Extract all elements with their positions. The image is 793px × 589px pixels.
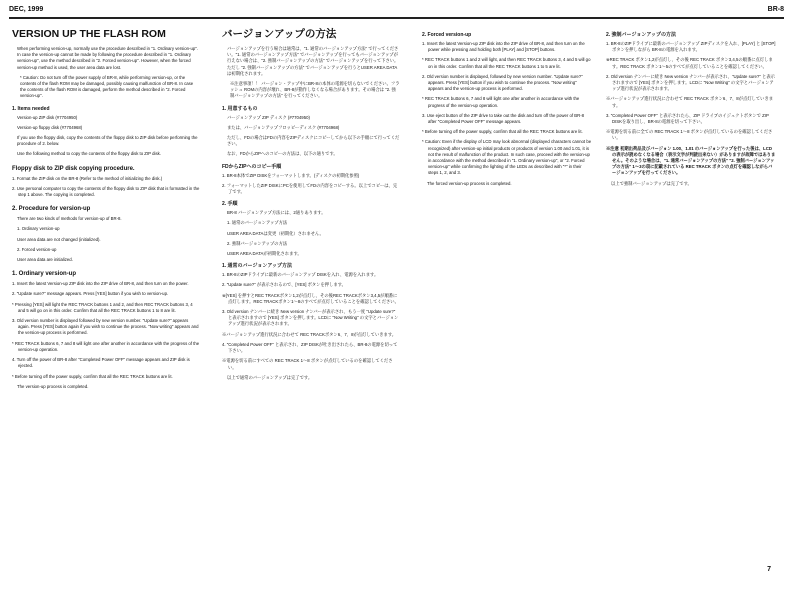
list-item: ※バージョンアップ進行状況に合わせて REC TRACKボタン6、7、8が点灯していきます。 bbox=[222, 331, 397, 337]
list-item: 2. 強制バージョンアップの方法 bbox=[227, 240, 288, 246]
list-item: * REC TRACK buttons 6, 7 and 8 will light one after another in accordance with the progress of the version-up operation. bbox=[422, 96, 580, 108]
caution-text: * Caution: Do not turn off the power supply of BR-8, while performing version-up, or the contents of the flash ROM may be damaged, possibly causing malfunction of BR-8. In case the contents of the flash ROM is damaged, perform the method described in "2. Forced version-up". bbox=[20, 74, 194, 99]
list-item: USER AREA DATAが初期化されます。 bbox=[227, 251, 302, 257]
list-item: USER AREA DATAは変更（初期化）されません。 bbox=[227, 230, 324, 236]
list-item: ※電源を切る前に全ての REC TRACK 1～8 ボタンが点灯しているのを確認してください。 bbox=[606, 129, 773, 141]
list-item: 1. Ordinary version-up bbox=[17, 226, 60, 232]
list-item: * REC TRACK buttons 1 and 2 will light, and then REC TRACK buttons 3, 4 and 5 will go on in this order. Confirm that all the REC TRACK buttons 1 to 5 are lit. bbox=[422, 57, 591, 69]
list-item: 1. Format the ZIP disk on the BR-8 (Refer to the method of initializing the disk.) bbox=[12, 175, 163, 181]
list-item: Use the following method to copy the contents of the floppy disk to ZIP disk. bbox=[17, 151, 161, 157]
page-number: 7 bbox=[767, 566, 771, 573]
list-item: 1. BR-8のZIPドライブに最新のバージョンアップ DISKを入れ、電源を入れます。 bbox=[222, 272, 379, 278]
list-item: Version-up ZIP disk (#7704950) bbox=[17, 114, 78, 120]
list-item: 2. フォーマットしたZIP DISKにPCを使用してFDの内容をコピーする。以上でコピーは、完了です。 bbox=[222, 182, 398, 195]
list-item: * Before turning off the power supply, confirm that all the REC TRACK buttons are lit. bbox=[422, 129, 583, 135]
list-item: ※[YES] を押すとREC TRACKボタン1,2が点灯し、その後REC TRACKボタン3,4,5が順番に点灯します。REC TRACKボタン1～8のすべてが点灯していることを確認してください。 bbox=[222, 292, 399, 304]
header-date: DEC, 1999 bbox=[9, 6, 44, 13]
list-item: 1. BR-8のZIPドライブに最新のバージョンアップ ZIPディスクを入れ、[PLAY] と [STOP] ボタンを押しながら BR-8の電源を入れます。 bbox=[606, 41, 776, 53]
fd-copy-heading: FDからZIPへのコピー手順 bbox=[222, 163, 282, 170]
caution-text: ※注意 初期出荷品及びバージョン 1.00、1.01 のバージョンアップを行った後は、LCD の表示が読めなくなる場合（表示文字が判読出来ない）がありますが故障ではありません。そのような場合は、"1. 通常バージョンアップの方法" "2. 強制バージョンアップの方法" 1～3の項に記載されている REC TRACK ボタンの点灯を確認しながらバージョンアップを行ってください。 bbox=[606, 145, 776, 176]
list-item: * REC TRACK buttons 6, 7 and 8 will light one after another in accordance with the progress of the version-up operation. bbox=[12, 340, 200, 352]
list-item: 1. Insert the latest Version-up ZIP disk into the ZIP drive of BR-8, and then turn on the power. bbox=[12, 281, 189, 287]
ordinary-heading: 1. 通常のバージョンアップ方法 bbox=[222, 263, 293, 270]
list-item: User area data are initialized. bbox=[17, 257, 73, 263]
list-item: 3. Use eject button of the ZIP drive to take out the disk and turn off the power of BR-8 after "Completed Power OFF" message appears. bbox=[422, 112, 585, 125]
list-item: ※REC TRACK ボタン1,2が点灯し、その後 REC TRACK ボタン3,4,5の順番に点灯します。REC TRACK ボタン1～5のすべてが点灯していることを確認してください。 bbox=[606, 57, 773, 69]
procedure-heading: 2. 手順 bbox=[222, 201, 238, 208]
completion-text: The version-up process is completed. bbox=[17, 383, 89, 389]
column-english-forced bbox=[422, 26, 592, 191]
forced-heading-jp: 2. 強制バージョンアップの方法 bbox=[606, 32, 677, 38]
list-item: If you use the floppy disk, copy the contents of the floppy disk to ZIP disk before performing the procedure of 2. below. bbox=[17, 135, 198, 147]
list-item: 2. "Update sure?" が表示されるので、[YES] ボタンを押します。 bbox=[222, 282, 346, 288]
column-english-ordinary bbox=[12, 26, 200, 394]
list-item: 2. Use personal computer to copy the contents of the floppy disk to ZIP disk that is formatted in the step 1 above. The copying is completed. bbox=[12, 185, 200, 198]
forced-heading: 2. Forced version-up bbox=[422, 32, 472, 38]
ordinary-heading: 1. Ordinary version-up bbox=[12, 271, 77, 278]
procedure-text: BR-8 バージョンアップ方法には、2通りあります。 bbox=[227, 210, 326, 216]
list-item: 4. Turn off the power of BR-8 after "Completed Power OFF" message appears and ZIP disk is ejected. bbox=[12, 357, 190, 369]
completion-text: 以上で通常のバージョンアップは完了です。 bbox=[227, 374, 313, 380]
procedure-text: There are two kinds of methods for version-up of BR-8. bbox=[17, 216, 122, 222]
list-item: 3. Old version ナンバーに続き New version ナンバーが表示され、もう一度 "Update sure?" と表示されますので [YES] ボタンを押します。LCDに "Now Writing" の文字とバージョンアップ進行状況が表示されます。 bbox=[222, 309, 399, 327]
list-item: User area data are not changed (initialized). bbox=[17, 236, 101, 242]
items-heading: 1. Items needed bbox=[12, 105, 50, 112]
list-item: * Pressing [YES] will light the REC TRACK buttons 1 and 2, and then REC TRACK buttons 3, 4 and 5 will go on in this order. Confirm that all the REC TRACK buttons 1 to 8 are lit. bbox=[12, 301, 193, 313]
procedure-heading: 2. Procedure for version-up bbox=[12, 206, 91, 213]
list-item: 4. "Completed Power OFF" と表示され、ZIP DISKが吐き出されたら、BR-8の電源を切って下さい。 bbox=[222, 341, 398, 354]
list-item: 3. "Completed Power OFF" と表示されたら、ZIP ドライブのイジェクトボタンで ZIP DISKを取り出し、BR-8の電源を切って下さい。 bbox=[606, 112, 769, 125]
list-item: ※電源を切る前にすべての REC TRACK 1～8 ボタンが点灯しているのを確認してください。 bbox=[222, 358, 393, 370]
caution-text: ※注意事項！！ バージョン・アップ中にBR-8の本体の電源を切らないでください。フラッシュ ROMの内容が壊れ、BR-8が動作しなくなる場合があります。その場合は "2. 強制バージョンアップの方法" を行ってください。 bbox=[230, 81, 400, 99]
page-title-jp: バージョンアップの方法 bbox=[222, 28, 337, 40]
column-japanese-forced bbox=[606, 26, 776, 191]
list-item: 2. "Update sure?" message appears. Press [YES] button if you wish to version-up. bbox=[12, 291, 169, 297]
header-rule bbox=[9, 17, 784, 19]
list-item: バージョンアップ ZIP ディスク (#7704950) bbox=[227, 114, 310, 120]
page-title: VERSION UP THE FLASH ROM bbox=[12, 28, 166, 40]
list-item: なお、FDからZIPへのコピーの方法は、以下の通りです。 bbox=[227, 151, 338, 157]
completion-text: The forced version-up process is completed. bbox=[427, 180, 512, 186]
list-item: * Before turning off the power supply, confirm that all the REC TRACK buttons are lit. bbox=[12, 373, 173, 379]
list-item: ただし、FDの場合はFDの内容をZIPディスクにコピーしてから以下の手順にて行ってください。 bbox=[227, 135, 400, 147]
list-item: 1. Insert the latest Version-up ZIP disk into the ZIP drive of BR-8, and then turn on the power while pressing and holding both [PLAY] and [STOP] buttons. bbox=[422, 41, 585, 53]
list-item: 2. Old version ナンバーに続き New version ナンバーが表示され、"Update sure?" と表示されますので [YES] ボタンを押します。LCDに "Now Writing" の文字とバージョンアップ進行状況が表示されます。 bbox=[606, 73, 775, 92]
list-item: または、バージョンアップフロッピーディスク (#7704968) bbox=[227, 124, 340, 130]
list-item: 3. Old version number is displayed followed by new version number. "Update sure?" appears again. Press [YES] button again if you wish to continue the process. "Now writing" appears and the version-up process is performed. bbox=[12, 318, 199, 336]
list-item: Version-up floppy disk (#7704968) bbox=[17, 124, 83, 130]
completion-text: 以上で強制バージョンアップは完了です。 bbox=[611, 180, 692, 186]
intro-text: When performing version-up, normally use the procedure described in "1. Ordinary version-up". In case the version-up cannot be made by following the procedure described in "1. Ordinary version-up", use the method described in "2. Forced version-up". However, when the forced version-up method is used, the user area data are lost. bbox=[17, 46, 198, 70]
list-item: 2. Old version number is displayed, followed by new version number. "Update sure?" appears. Press [YES] button if you wish to continue the process. "Now writing" appears and the version-up process is performed. bbox=[422, 73, 583, 92]
items-heading: 1. 用意するもの bbox=[222, 105, 258, 112]
floppy-heading: Floppy disk to ZIP disk copying procedure. bbox=[12, 165, 135, 172]
column-japanese-ordinary bbox=[222, 26, 400, 385]
list-item: 1. 通常のバージョンアップ方法 bbox=[227, 220, 288, 226]
intro-text: バージョンアップを行う場合は通常は、"1. 通常のバージョンアップ方法" で行ってください。"1. 通常のバージョンアップ方法" でバージョンアップを行ってもバージョンアップが行えない場合は、"2. 強制バージョンアップの方法" でバージョンアップを行って下さい。ただし "2. 強制バージョンアップの方法" でバージョンアップを行うとUSER AREA DATAは初期化されます。 bbox=[227, 46, 399, 76]
caution-text: * Caution: Even if the display of LCD may look abnormal (displayed characters cannot be recognized) after version-up initial products or products of version 1.00 and 1.01, it is not the result of malfunction of the product. In such case, proceed with the version-up in accordance with the method described in "1. Ordinary version-up", or "2. Forced version-up" while confirming the lighting of the LEDs as described with "*" in their steps 1, 2, and 3. bbox=[422, 139, 592, 176]
list-item: 2. Forced version-up bbox=[17, 246, 57, 252]
list-item: ※バージョンアップ進行状況に合わせて REC TRACK ボタン6、7、8が点灯していきます。 bbox=[606, 96, 774, 108]
header-model: BR-8 bbox=[767, 6, 784, 13]
list-item: 1. BR-8本体でZIP DISKをフォーマットします。(ディスクの初期化参照) bbox=[222, 172, 360, 178]
